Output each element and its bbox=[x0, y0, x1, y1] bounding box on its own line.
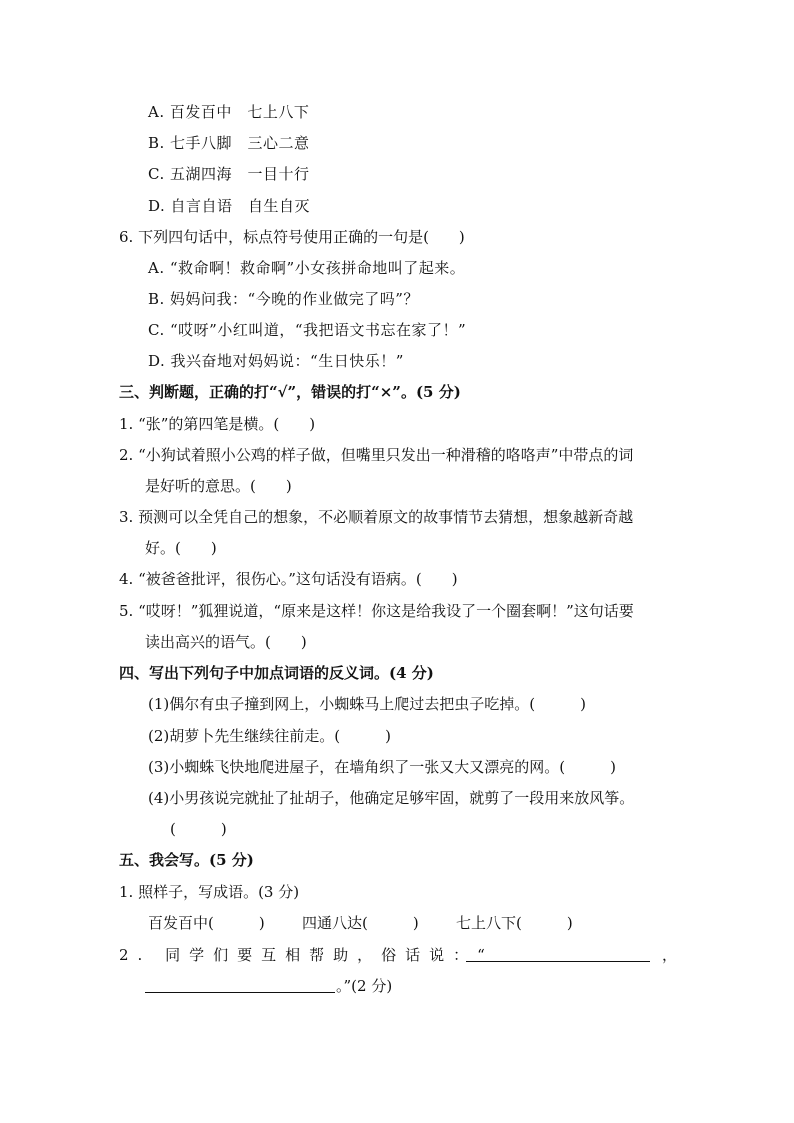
section3-item-3-cont: 好。( ) bbox=[145, 539, 217, 557]
q6-option-d: D. 我兴奋地对妈妈说：“生日快乐！” bbox=[148, 352, 404, 370]
section3-item-1: 1. “张”的第四笔是横。( ) bbox=[119, 415, 316, 433]
section4-item-3: (3)小蜘蛛飞快地爬进屋子，在墙角织了一张又大又漂亮的网。( ) bbox=[148, 758, 616, 776]
section3-item-3: 3. 预测可以全凭自己的想象，不必顺着原文的故事情节去猜想，想象越新奇越 bbox=[119, 508, 634, 526]
section4-heading: 四、写出下列句子中加点词语的反义词。(4 分) bbox=[119, 664, 434, 682]
section5-q2-prefix: 2. 同学们要互相帮助，俗话说：“ bbox=[119, 946, 494, 964]
section4-item-2: (2)胡萝卜先生继续往前走。( ) bbox=[148, 727, 391, 745]
q6-stem: 6. 下列四句话中，标点符号使用正确的一句是( ) bbox=[119, 228, 465, 246]
section5-q1-item-3: 七上八下( ) bbox=[456, 914, 573, 932]
section4-item-4-cont: ( ) bbox=[170, 820, 227, 838]
q5-option-d: D. 自言自语 自生自灭 bbox=[148, 197, 311, 215]
q6-option-c: C. “哎呀”小红叫道，“我把语文书忘在家了！” bbox=[148, 321, 467, 339]
section4-item-1: (1)偶尔有虫子撞到网上，小蜘蛛马上爬过去把虫子吃掉。( ) bbox=[148, 695, 586, 713]
section3-item-5: 5. “哎呀！”狐狸说道，“原来是这样！你这是给我设了一个圈套啊！”这句话要 bbox=[119, 602, 634, 620]
section4-item-4: (4)小男孩说完就扯了扯胡子，他确定足够牢固，就剪了一段用来放风筝。 bbox=[148, 789, 635, 807]
q6-option-a: A. “救命啊！救命啊”小女孩拼命地叫了起来。 bbox=[148, 259, 466, 277]
section5-q1-item-2: 四通八达( ) bbox=[302, 914, 419, 932]
section5-q2-blank-2[interactable] bbox=[145, 978, 335, 993]
section5-q1-stem: 1. 照样子，写成语。(3 分) bbox=[119, 883, 300, 901]
section3-heading: 三、判断题，正确的打“√”，错误的打“×”。(5 分) bbox=[119, 383, 461, 401]
section5-q2-comma: ， bbox=[662, 946, 678, 964]
q6-option-b: B. 妈妈问我：“今晚的作业做完了吗”？ bbox=[148, 290, 419, 308]
section3-item-4: 4. “被爸爸批评，很伤心。”这句话没有语病。( ) bbox=[119, 570, 458, 588]
q5-option-a: A. 百发百中 七上八下 bbox=[148, 103, 310, 121]
section5-q2-suffix: 。”(2 分) bbox=[336, 977, 393, 995]
q5-option-b: B. 七手八脚 三心二意 bbox=[148, 134, 310, 152]
section5-q1-item-1: 百发百中( ) bbox=[148, 914, 265, 932]
section3-item-5-cont: 读出高兴的语气。( ) bbox=[145, 633, 307, 651]
section5-heading: 五、我会写。(5 分) bbox=[119, 851, 254, 869]
section3-item-2-cont: 是好听的意思。( ) bbox=[145, 477, 292, 495]
section3-item-2: 2. “小狗试着照小公鸡的样子做，但嘴里只发出一种滑稽的咯咯声”中带点的词 bbox=[119, 446, 634, 464]
section5-q2-blank-1[interactable] bbox=[466, 947, 650, 962]
q5-option-c: C. 五湖四海 一目十行 bbox=[148, 165, 310, 183]
